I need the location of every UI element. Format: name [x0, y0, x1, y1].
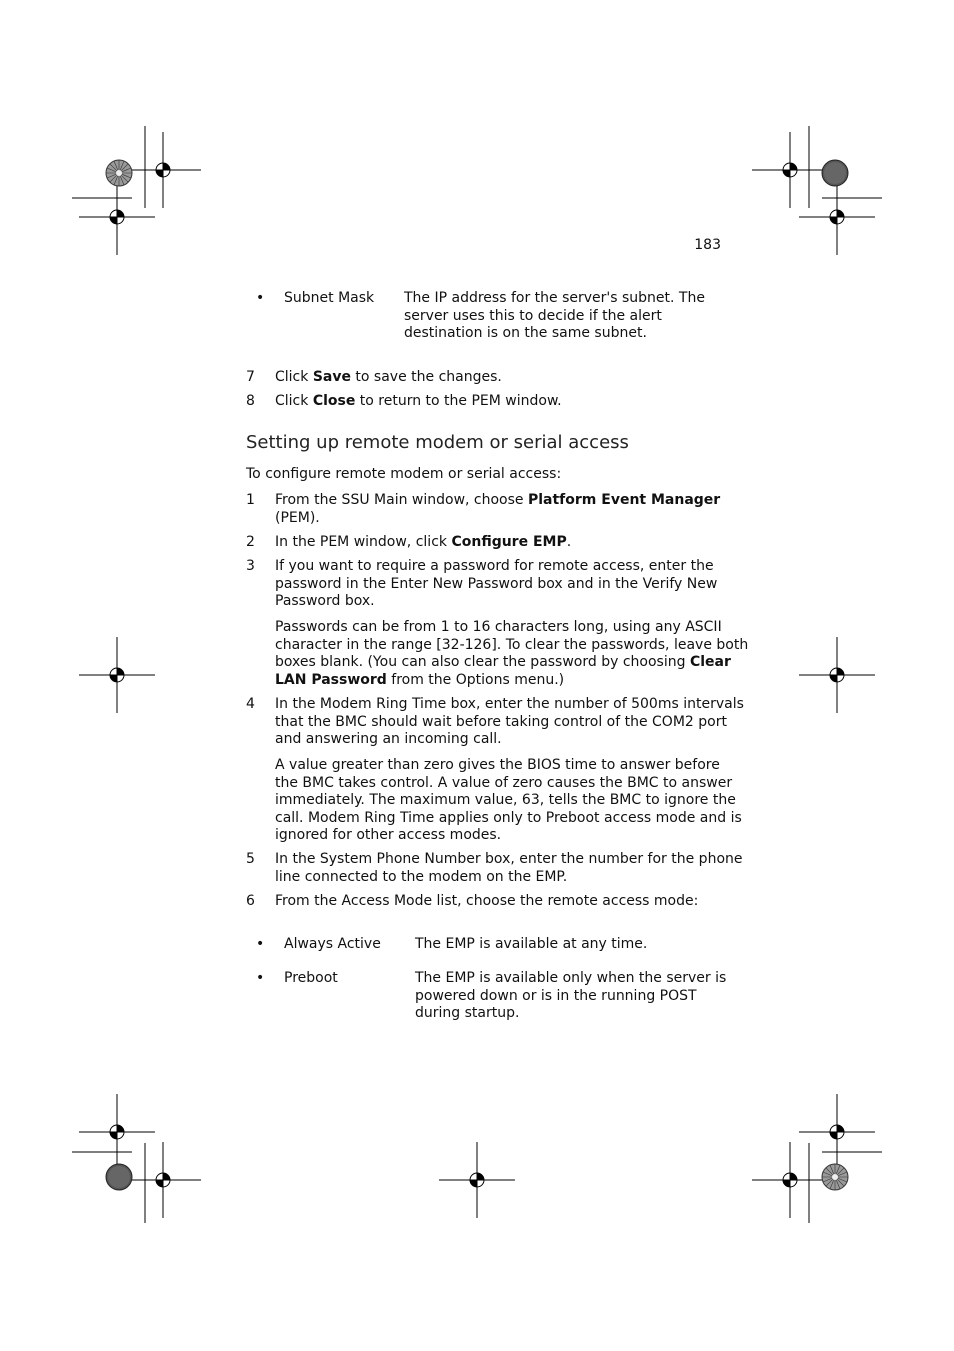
- step-8-text: Click Close to return to the PEM window.: [275, 393, 562, 409]
- section-heading: Setting up remote modem or serial access: [246, 432, 629, 453]
- step-number: 6: [246, 893, 255, 909]
- step-number: 3: [246, 558, 255, 574]
- step-5-text: In the System Phone Number box, enter the number for the phone line connected to the modem on the EMP.: [275, 851, 743, 885]
- bullet: •: [256, 936, 265, 952]
- bullet: •: [256, 970, 265, 986]
- step-3-note: Passwords can be from 1 to 16 characters long, using any ASCII character in the range [32-126]. To clear the passwords, leave both boxes blank. (You can also clear the password by choosing Clear LAN Password from the Options menu.): [275, 619, 749, 688]
- step-4-note: A value greater than zero gives the BIOS time to answer before the BMC takes control. A value of zero causes the BMC to answer immediately. The maximum value, 63, tells the BMC to ignore the call. Modem Ring Time applies only to Preboot access mode and is ignored for other access modes.: [275, 757, 742, 844]
- term-subnet-mask: Subnet Mask: [284, 290, 375, 306]
- desc-always-active: The EMP is available at any time.: [415, 936, 648, 952]
- step-7-text: Click Save to save the changes.: [275, 369, 502, 385]
- bullet: •: [256, 290, 265, 306]
- term-preboot: Preboot: [284, 970, 338, 986]
- step-number: 8: [246, 393, 255, 409]
- step-number: 4: [246, 696, 255, 712]
- step-number: 5: [246, 851, 255, 867]
- step-number: 2: [246, 534, 255, 550]
- step-number: 7: [246, 369, 255, 385]
- desc-subnet-mask: The IP address for the server's subnet. The server uses this to decide if the alert destination is on the same subnet.: [404, 290, 705, 342]
- step-6-text: From the Access Mode list, choose the remote access mode:: [275, 893, 699, 909]
- step-4-text: In the Modem Ring Time box, enter the number of 500ms intervals that the BMC should wait before taking control of the COM2 port and answering an incoming call.: [275, 696, 744, 748]
- step-1-text: From the SSU Main window, choose Platform Event Manager (PEM).: [275, 492, 721, 526]
- intro-text: To configure remote modem or serial access:: [246, 466, 562, 482]
- step-number: 1: [246, 492, 255, 508]
- step-3-text: If you want to require a password for remote access, enter the password in the Enter New Password box and in the Verify New Password box.: [275, 558, 718, 610]
- page-number: 183: [694, 237, 721, 253]
- desc-preboot: The EMP is available only when the server is powered down or is in the running POST during startup.: [415, 970, 727, 1022]
- term-always-active: Always Active: [284, 936, 381, 952]
- step-2-text: In the PEM window, click Configure EMP.: [275, 534, 572, 550]
